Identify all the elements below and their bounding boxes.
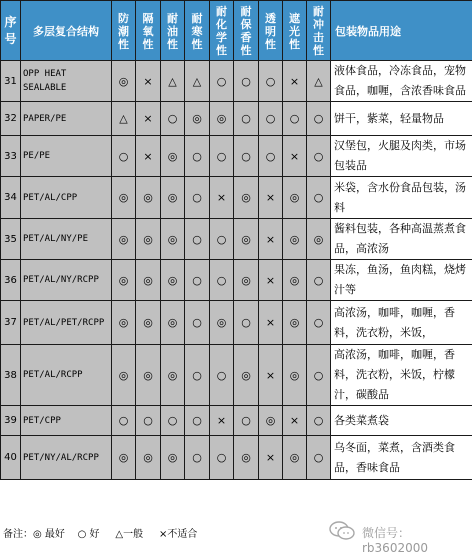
table-row (1, 345, 472, 406)
rating-oxygen: × (136, 102, 161, 136)
rating-impact: ◎ (307, 219, 331, 260)
rating-chemical: ○ (210, 345, 234, 406)
rating-oxygen: ◎ (136, 345, 161, 406)
rating-cold: ○ (185, 436, 210, 480)
rating-cold: ○ (185, 406, 210, 436)
header-lightproof-label: 遮光性 (289, 12, 301, 51)
header-moisture-label: 防潮性 (118, 12, 130, 51)
rating-moisture: ◎ (112, 345, 136, 406)
row-structure: PET/AL/PET/RCPP (21, 301, 112, 345)
rating-impact: △ (307, 61, 331, 102)
rating-transparency: ○ (259, 61, 283, 102)
rating-oxygen: ◎ (136, 219, 161, 260)
rating-cold: ○ (185, 301, 210, 345)
rating-lightproof: × (283, 136, 307, 177)
table-row (1, 406, 472, 436)
rating-moisture: ◎ (112, 301, 136, 345)
row-structure: PET/AL/NY/RCPP (21, 260, 112, 301)
table-row (1, 301, 472, 345)
rating-oxygen: × (136, 136, 161, 177)
table-row (1, 136, 472, 177)
rating-lightproof: × (283, 61, 307, 102)
table-header-row (1, 1, 472, 61)
row-usage: 液体食品，冷冻食品，宠物食品，咖喱，含浓香味食品 (331, 61, 472, 102)
header-structure: 多层复合结构 (21, 1, 112, 61)
rating-aroma: ◎ (234, 177, 259, 219)
row-structure: PET/AL/RCPP (21, 345, 112, 406)
header-impact-label: 耐冲击性 (313, 5, 325, 57)
rating-oil: ◎ (161, 436, 185, 480)
rating-transparency: × (259, 260, 283, 301)
rating-aroma: ◎ (234, 219, 259, 260)
rating-lightproof: ◎ (283, 345, 307, 406)
rating-chemical: ○ (210, 260, 234, 301)
rating-aroma: ◎ (234, 345, 259, 406)
rating-oil: ◎ (161, 177, 185, 219)
rating-cold: ○ (185, 260, 210, 301)
row-number: 38 (1, 345, 21, 406)
header-impact (307, 1, 331, 61)
rating-cold: ○ (185, 136, 210, 177)
header-oil-label: 耐油性 (167, 12, 179, 51)
rating-oxygen: × (136, 61, 161, 102)
row-usage: 各类菜煮袋 (331, 406, 472, 436)
rating-oxygen: ○ (136, 406, 161, 436)
rating-chemical: ○ (210, 61, 234, 102)
header-chemical (210, 1, 234, 61)
table-row (1, 102, 472, 136)
rating-chemical: × (210, 177, 234, 219)
rating-aroma: ○ (234, 406, 259, 436)
rating-moisture: ◎ (112, 260, 136, 301)
row-usage: 饼干，紫菜，轻量物品 (331, 102, 472, 136)
header-transparency (259, 1, 283, 61)
row-number: 35 (1, 219, 21, 260)
rating-impact: ○ (307, 260, 331, 301)
table-row (1, 219, 472, 260)
rating-impact: ○ (307, 301, 331, 345)
header-lightproof (283, 1, 307, 61)
rating-oil: ◎ (161, 136, 185, 177)
row-number: 37 (1, 301, 21, 345)
header-oil (161, 1, 185, 61)
row-usage: 乌冬面，菜煮，含酒类食品，香味食品 (331, 436, 472, 480)
rating-oxygen: ◎ (136, 177, 161, 219)
rating-transparency: × (259, 219, 283, 260)
rating-oil: △ (161, 61, 185, 102)
rating-oxygen: ◎ (136, 436, 161, 480)
rating-transparency: × (259, 345, 283, 406)
header-aroma (234, 1, 259, 61)
rating-lightproof: ◎ (283, 301, 307, 345)
header-aroma-label: 耐保香性 (240, 5, 252, 57)
rating-aroma: ◎ (234, 260, 259, 301)
rating-lightproof: ◎ (283, 260, 307, 301)
table-row (1, 260, 472, 301)
row-usage: 果冻，鱼汤，鱼肉糕，烧烤汁等 (331, 260, 472, 301)
rating-chemical: ◎ (210, 102, 234, 136)
row-structure: PET/AL/CPP (21, 177, 112, 219)
rating-chemical: × (210, 406, 234, 436)
row-number: 34 (1, 177, 21, 219)
rating-impact: ○ (307, 436, 331, 480)
rating-oil: ◎ (161, 345, 185, 406)
rating-lightproof: ◎ (283, 436, 307, 480)
rating-impact: ○ (307, 345, 331, 406)
rating-cold: ○ (185, 219, 210, 260)
row-structure: PAPER/PE (21, 102, 112, 136)
rating-oxygen: ◎ (136, 260, 161, 301)
row-usage: 高浓汤，咖啡，咖喱，香料，洗衣粉，米饭， (331, 301, 472, 345)
rating-moisture: ◎ (112, 177, 136, 219)
header-usage: 包装物品用途 (331, 1, 472, 61)
row-usage: 米袋，含水份食品包装，汤料 (331, 177, 472, 219)
header-cold (185, 1, 210, 61)
rating-transparency: × (259, 177, 283, 219)
table-row (1, 436, 472, 480)
rating-transparency: ○ (259, 136, 283, 177)
rating-lightproof: ◎ (283, 219, 307, 260)
rating-oil: ◎ (161, 301, 185, 345)
rating-oxygen: ◎ (136, 301, 161, 345)
rating-oil: ◎ (161, 219, 185, 260)
rating-transparency: ○ (259, 102, 283, 136)
rating-moisture: ○ (112, 406, 136, 436)
table-row (1, 61, 472, 102)
rating-lightproof: ◎ (283, 177, 307, 219)
rating-oil: ○ (161, 102, 185, 136)
row-structure: PET/CPP (21, 406, 112, 436)
row-structure: PET/NY/AL/RCPP (21, 436, 112, 480)
rating-transparency: × (259, 301, 283, 345)
legend: 备注：◎ 最好 ○ 好 △一般 ×不适合 (3, 525, 197, 540)
rating-cold: ○ (185, 345, 210, 406)
row-usage: 汉堡包，火腿及肉类，市场包装品 (331, 136, 472, 177)
rating-moisture: ○ (112, 136, 136, 177)
row-structure: PET/AL/NY/PE (21, 219, 112, 260)
header-oxygen-label: 隔氧性 (142, 12, 154, 51)
rating-cold: △ (185, 61, 210, 102)
row-number: 33 (1, 136, 21, 177)
rating-lightproof: ○ (283, 102, 307, 136)
row-number: 36 (1, 260, 21, 301)
table-row (1, 177, 472, 219)
rating-moisture: ◎ (112, 219, 136, 260)
header-moisture (112, 1, 136, 61)
rating-aroma: ○ (234, 61, 259, 102)
header-no: 序号 (1, 1, 21, 61)
rating-moisture: ◎ (112, 436, 136, 480)
rating-chemical: ◎ (210, 301, 234, 345)
row-number: 31 (1, 61, 21, 102)
row-usage: 酱料包装，各种高温蒸煮食品，高浓汤 (331, 219, 472, 260)
rating-chemical: ○ (210, 219, 234, 260)
header-transparency-label: 透明性 (265, 12, 277, 51)
rating-aroma: ○ (234, 102, 259, 136)
rating-moisture: ◎ (112, 61, 136, 102)
row-structure: PE/PE (21, 136, 112, 177)
rating-aroma: ○ (234, 136, 259, 177)
header-chemical-label: 耐化学性 (216, 5, 228, 57)
rating-moisture: △ (112, 102, 136, 136)
rating-chemical: ○ (210, 436, 234, 480)
header-oxygen (136, 1, 161, 61)
rating-aroma: ◎ (234, 436, 259, 480)
rating-aroma: ○ (234, 301, 259, 345)
rating-impact: ○ (307, 177, 331, 219)
rating-impact: ○ (307, 136, 331, 177)
rating-transparency: ◎ (259, 406, 283, 436)
row-number: 32 (1, 102, 21, 136)
rating-lightproof: × (283, 406, 307, 436)
rating-chemical: ○ (210, 136, 234, 177)
row-number: 39 (1, 406, 21, 436)
rating-transparency: × (259, 436, 283, 480)
rating-oil: ○ (161, 406, 185, 436)
rating-impact: ○ (307, 102, 331, 136)
row-number: 40 (1, 436, 21, 480)
rating-oil: ◎ (161, 260, 185, 301)
rating-cold: ◎ (185, 102, 210, 136)
rating-impact: ○ (307, 406, 331, 436)
rating-cold: ○ (185, 177, 210, 219)
watermark-wechat-id: 微信号：rb3602000 (362, 524, 472, 555)
row-structure: OPP HEAT SEALABLE (21, 61, 112, 102)
header-cold-label: 耐寒性 (191, 12, 203, 51)
wechat-icon (328, 520, 356, 542)
row-usage: 高浓汤，咖啡，咖喱，香料，洗衣粉，米饭，柠檬汁，碳酸品 (331, 345, 472, 406)
